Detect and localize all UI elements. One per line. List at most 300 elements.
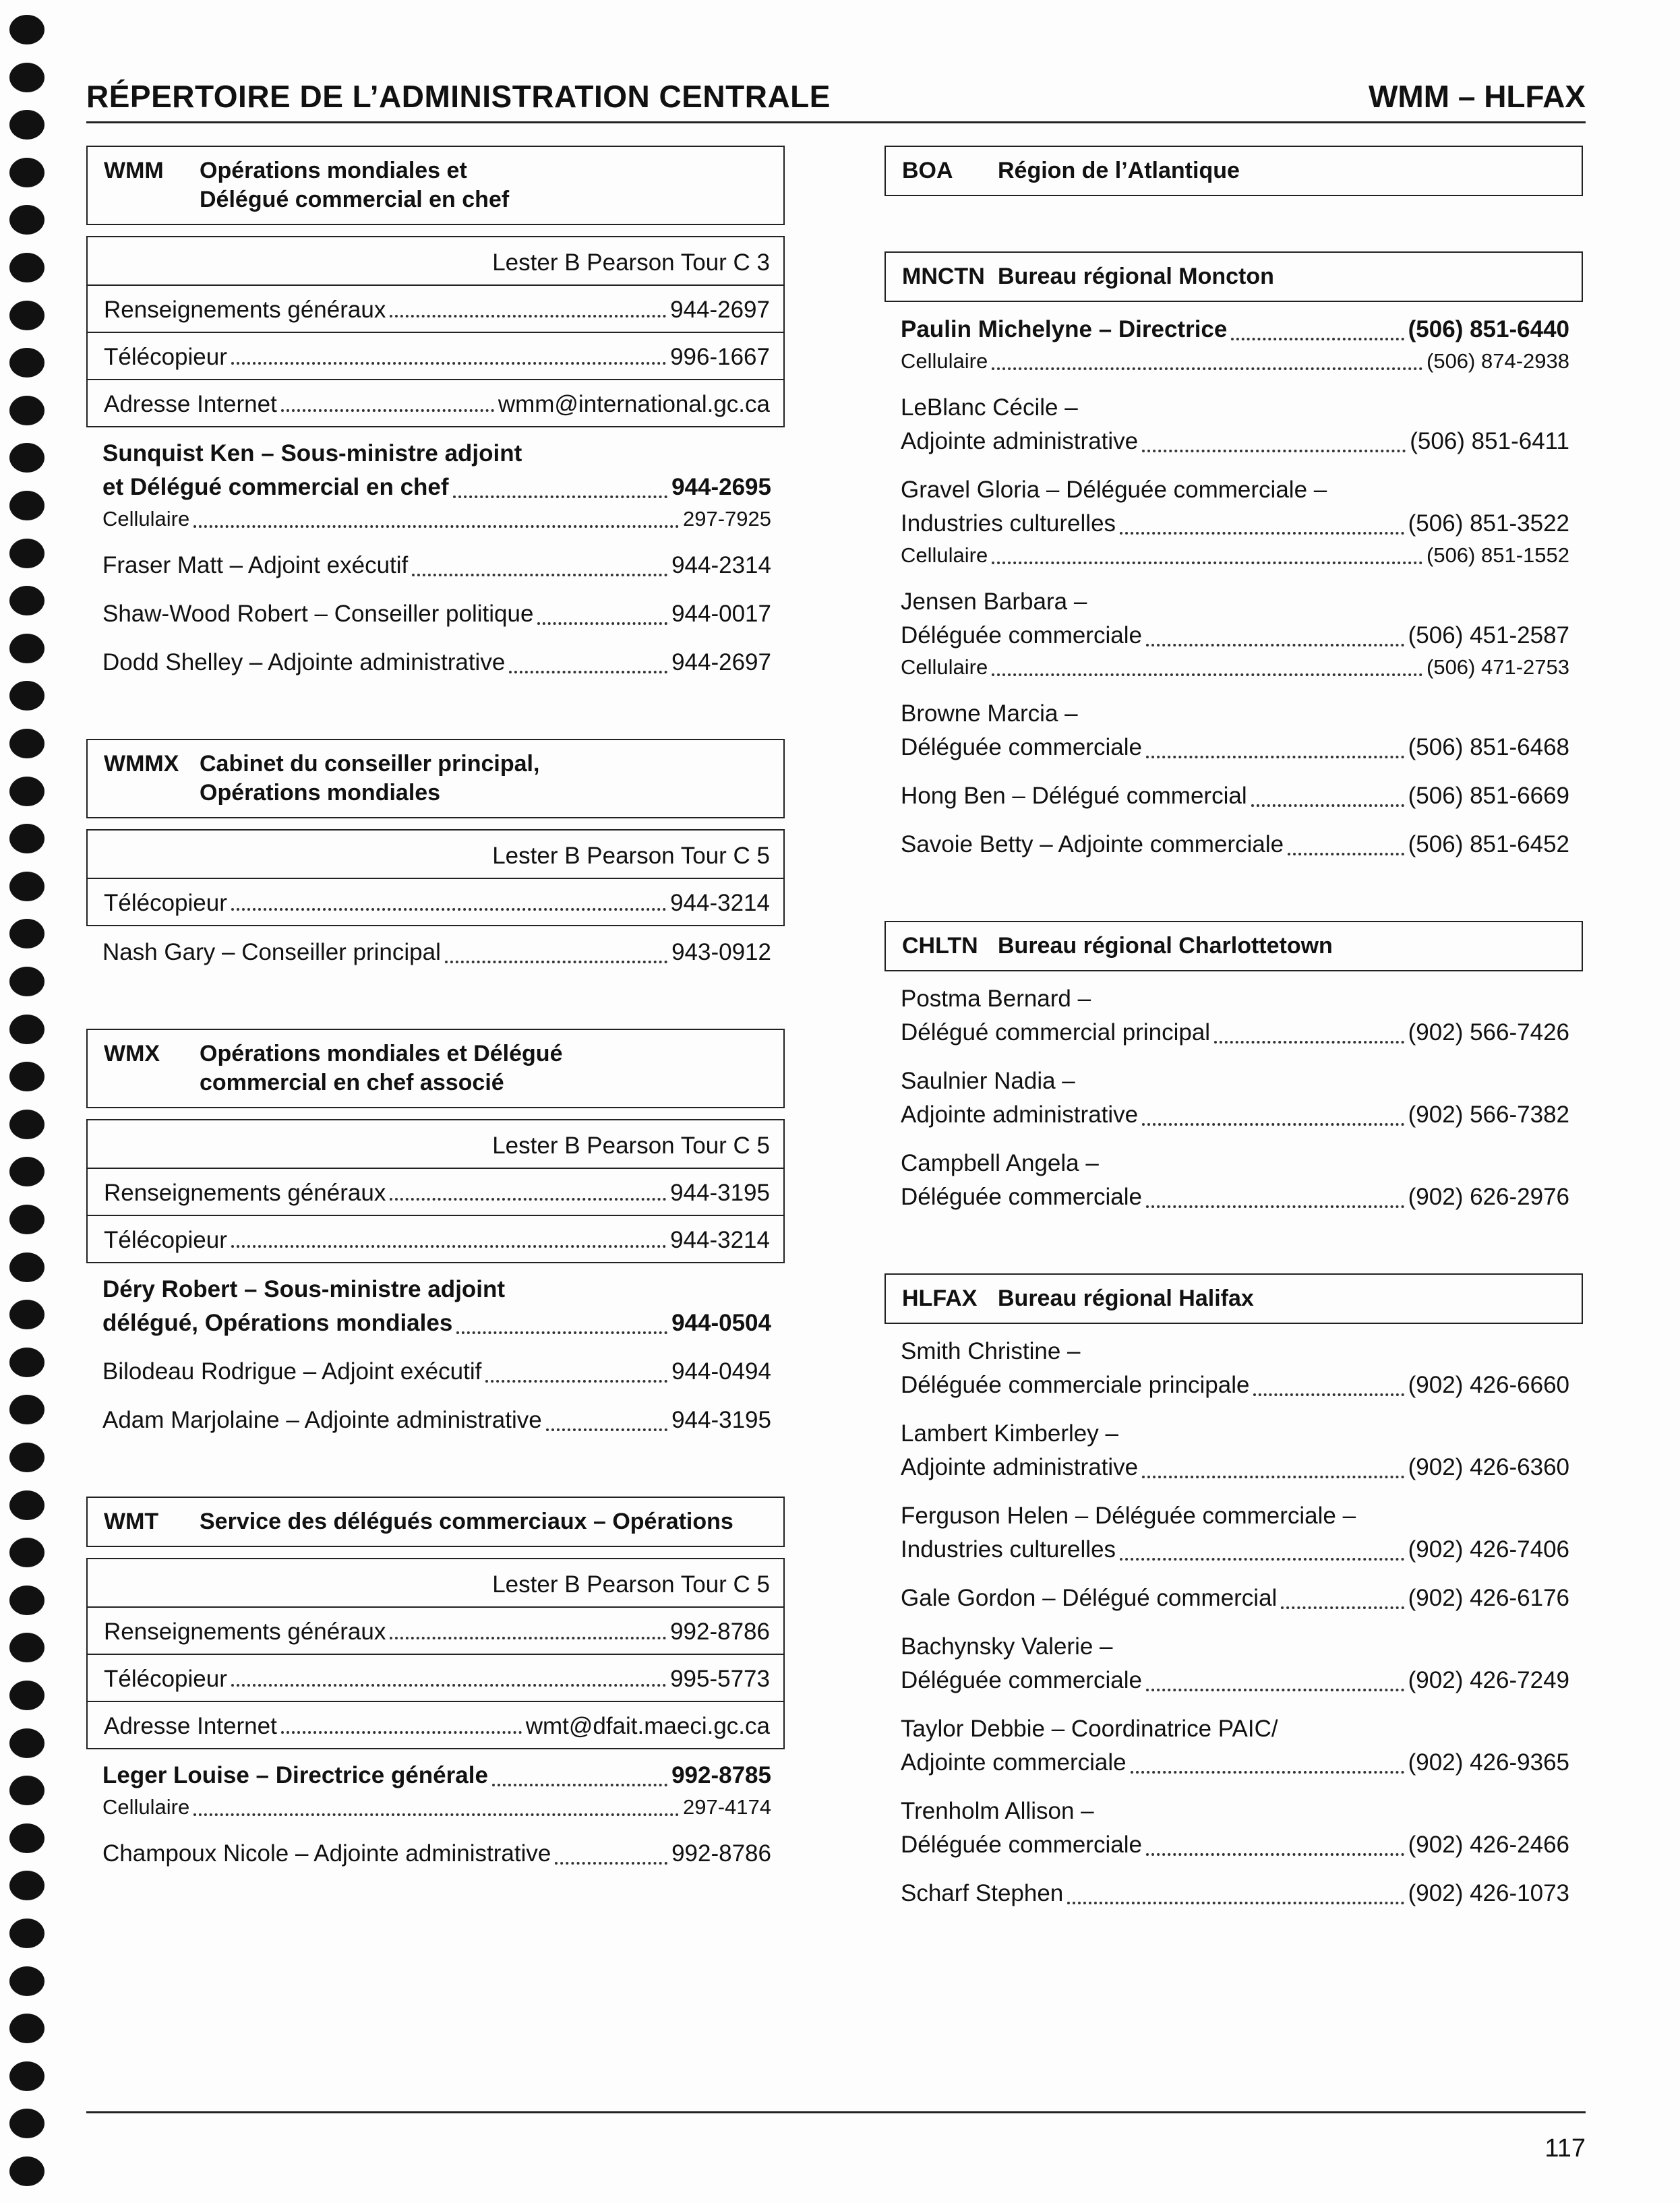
phone-number: 944-2695 [671, 474, 771, 500]
section-spacer [86, 694, 785, 739]
dot-leader [412, 574, 667, 576]
section-name: Bureau régional Halifax [998, 1286, 1254, 1311]
page-header-title: RÉPERTOIRE DE L’ADMINISTRATION CENTRALE [86, 79, 831, 114]
directory-entry [884, 391, 1583, 458]
footer-rule [86, 2111, 1586, 2113]
directory-entry [86, 1273, 785, 1340]
info-label: Télécopieur [104, 890, 227, 916]
phone-number: (902) 626-2976 [1408, 1184, 1569, 1210]
binding-hole [9, 158, 44, 187]
entry-line [901, 541, 1569, 570]
dot-leader [231, 362, 666, 365]
dot-leader [1231, 338, 1404, 340]
person-name-title: et Délégué commercial en chef [102, 474, 449, 500]
phone-number: 944-2697 [671, 649, 771, 675]
binding-hole [9, 2156, 44, 2186]
person-name-title: Sunquist Ken – Sous-ministre adjoint [102, 440, 522, 466]
directory-entry [86, 1837, 785, 1871]
info-row [88, 332, 783, 379]
phone-number: 944-3195 [671, 1407, 771, 1433]
phone-number: 992-8786 [671, 1840, 771, 1867]
binding-hole [9, 1728, 44, 1758]
section-title [884, 921, 1583, 971]
directory-entry [86, 1355, 785, 1389]
person-name-title: Fraser Matt – Adjoint exécutif [102, 552, 409, 578]
info-row [88, 1654, 783, 1701]
binding-hole [9, 681, 44, 711]
phone-number: 992-8785 [671, 1762, 771, 1788]
section-title [86, 1497, 785, 1547]
info-label: Télécopieur [104, 1227, 227, 1253]
person-name-title: Délégué commercial principal [901, 1019, 1211, 1046]
binding-hole [9, 1205, 44, 1234]
binding-hole [9, 777, 44, 806]
binding-hole [9, 967, 44, 996]
office-address: Lester B Pearson Tour C 5 [492, 843, 770, 869]
section-spacer [884, 1925, 1583, 1970]
person-name-title: Paulin Michelyne – Directrice [901, 316, 1228, 342]
person-name-title: Ferguson Helen – Déléguée commerciale – [901, 1503, 1356, 1529]
person-name-title: Lambert Kimberley – [901, 1420, 1118, 1447]
binding-hole [9, 1586, 44, 1615]
section-code: MNCTN [902, 264, 985, 289]
section-name: Opérations mondiales et Délégué commercial en chef associé [200, 1041, 563, 1095]
directory-entry [86, 597, 785, 631]
binding-hole [9, 443, 44, 473]
person-name-title: Gravel Gloria – Déléguée commerciale – [901, 477, 1327, 503]
section-code: WMT [104, 1509, 159, 1534]
section-title [884, 1273, 1583, 1324]
info-value: 944-3214 [670, 890, 770, 916]
dot-leader [1288, 853, 1404, 855]
info-label: Adresse Internet [104, 1713, 277, 1739]
dot-leader [1253, 1393, 1404, 1396]
section-name: Cabinet du conseiller principal, Opérations mondiales [200, 751, 540, 806]
binding-hole [9, 1681, 44, 1710]
info-value: 995-5773 [670, 1666, 770, 1692]
binding-hole [9, 1253, 44, 1282]
dot-leader [1251, 804, 1404, 807]
entry-line [901, 346, 1569, 376]
binding-hole [9, 2109, 44, 2138]
dot-leader [485, 1380, 667, 1383]
directory-entry [884, 1877, 1583, 1910]
person-name-title: Industries culturelles [901, 1536, 1116, 1563]
person-name-title: Adjointe administrative [901, 1102, 1139, 1128]
cellphone-number: 297-4174 [682, 1795, 771, 1819]
dot-leader [1146, 1205, 1404, 1208]
directory-entry [86, 1759, 785, 1822]
section-name: Opérations mondiales et Délégué commercial en chef [200, 158, 510, 212]
entry-line [102, 1404, 771, 1437]
entry-line [102, 504, 771, 534]
section-name: Région de l’Atlantique [998, 158, 1240, 183]
entry-line [102, 646, 771, 680]
phone-number: (902) 566-7426 [1408, 1019, 1569, 1046]
dot-leader [992, 562, 1422, 564]
phone-number: (902) 426-2466 [1408, 1832, 1569, 1858]
dot-leader [1120, 1558, 1404, 1561]
person-name-title: Smith Christine – [901, 1338, 1081, 1364]
dot-leader [281, 1731, 522, 1734]
binding-hole [9, 348, 44, 378]
phone-number: 944-0504 [671, 1310, 771, 1336]
dot-leader [445, 961, 667, 963]
section-name: Bureau régional Moncton [998, 264, 1274, 289]
directory-entry [884, 1335, 1583, 1402]
phone-number: (506) 851-6468 [1408, 734, 1569, 760]
dot-leader [509, 671, 667, 673]
directory-entry [884, 1794, 1583, 1862]
section-spacer [884, 876, 1583, 921]
phone-number: (902) 426-7406 [1408, 1536, 1569, 1563]
person-name-title: Adjointe administrative [901, 1454, 1139, 1480]
section-spacer [884, 1229, 1583, 1273]
dot-leader [1146, 1853, 1404, 1856]
person-name-title: délégué, Opérations mondiales [102, 1310, 453, 1336]
dot-leader [1146, 1689, 1404, 1691]
directory-entry [884, 779, 1583, 813]
person-name-title: Postma Bernard – [901, 986, 1091, 1012]
binding-hole [9, 491, 44, 520]
phone-number: (506) 851-6440 [1408, 316, 1569, 342]
office-address: Lester B Pearson Tour C 5 [492, 1133, 770, 1159]
person-name-title: Hong Ben – Délégué commercial [901, 783, 1247, 809]
binding-hole [9, 1395, 44, 1424]
directory-entry [86, 437, 785, 534]
dot-leader [390, 315, 666, 318]
entry-line [901, 1877, 1569, 1910]
section-title [86, 739, 785, 818]
info-label: Renseignements généraux [104, 297, 386, 323]
binding-hole [9, 824, 44, 853]
person-name-title: Campbell Angela – [901, 1150, 1099, 1176]
entry-line [901, 779, 1569, 813]
entry-line [102, 1759, 771, 1792]
person-name-title: Nash Gary – Conseiller principal [102, 939, 441, 965]
person-name-title: Déléguée commerciale [901, 734, 1142, 760]
person-name-title: Savoie Betty – Adjointe commerciale [901, 831, 1284, 857]
dot-leader [1281, 1606, 1404, 1609]
phone-number: (902) 426-6360 [1408, 1454, 1569, 1480]
cellphone-label: Cellulaire [901, 349, 988, 373]
person-name-title: Industries culturelles [901, 510, 1116, 537]
section-code: BOA [902, 158, 953, 183]
dot-leader [546, 1428, 667, 1431]
dot-leader [1067, 1902, 1404, 1904]
cellphone-number: (506) 851-1552 [1427, 543, 1569, 567]
directory-entry [86, 549, 785, 582]
person-name-title: Gale Gordon – Délégué commercial [901, 1585, 1278, 1611]
binding-holes [9, 0, 53, 2203]
info-value: wmt@dfait.maeci.gc.ca [525, 1713, 770, 1739]
section-code: HLFAX [902, 1286, 978, 1311]
binding-hole [9, 872, 44, 901]
directory-entry [884, 1499, 1583, 1567]
cellphone-label: Cellulaire [901, 655, 988, 679]
person-name-title: Dodd Shelley – Adjointe administrative [102, 649, 506, 675]
dot-leader [537, 622, 667, 625]
section-spacer [86, 1885, 785, 1930]
person-name-title: Bachynsky Valerie – [901, 1633, 1113, 1660]
info-value: 996-1667 [670, 344, 770, 370]
section-code: WMMX [104, 751, 179, 777]
address-row [88, 831, 783, 878]
header-rule [86, 121, 1586, 123]
cellphone-label: Cellulaire [901, 543, 988, 567]
entry-line [901, 828, 1569, 862]
binding-hole [9, 301, 44, 330]
info-label: Renseignements généraux [104, 1619, 386, 1645]
binding-hole [9, 1062, 44, 1091]
cellphone-label: Cellulaire [102, 507, 190, 531]
person-name-title: Scharf Stephen [901, 1880, 1064, 1906]
entry-line [901, 1581, 1569, 1615]
phone-number: (902) 426-9365 [1408, 1749, 1569, 1776]
entry-line [102, 1837, 771, 1871]
address-row [88, 1559, 783, 1606]
directory-entry [884, 982, 1583, 1050]
phone-number: (902) 426-7249 [1408, 1667, 1569, 1693]
entry-line [901, 1016, 1569, 1050]
dot-leader [992, 673, 1422, 676]
section-title [86, 1029, 785, 1108]
page-header-code-range: WMM – HLFAX [1369, 79, 1586, 114]
section-code: WMX [104, 1041, 160, 1066]
binding-hole [9, 205, 44, 235]
contact-info-box [86, 236, 785, 427]
info-row [88, 379, 783, 426]
binding-hole [9, 1110, 44, 1139]
dot-leader [1214, 1041, 1404, 1044]
directory-entry [884, 1064, 1583, 1132]
directory-entry [884, 313, 1583, 376]
entry-line [102, 1792, 771, 1822]
directory-entry [86, 646, 785, 680]
info-label: Adresse Internet [104, 391, 277, 417]
entry-line [102, 471, 771, 504]
directory-entry [86, 936, 785, 969]
cellphone-number: 297-7925 [682, 507, 771, 531]
binding-hole [9, 634, 44, 663]
dot-leader [1142, 450, 1406, 452]
person-name-title: Champoux Nicole – Adjointe administrative [102, 1840, 551, 1867]
entry-line [102, 936, 771, 969]
directory-entry [884, 1147, 1583, 1214]
entry-line [901, 1451, 1569, 1484]
info-row [88, 1606, 783, 1654]
binding-hole [9, 1443, 44, 1472]
person-name-title: Déléguée commerciale [901, 622, 1142, 648]
person-name-title: Déléguée commerciale [901, 1184, 1142, 1210]
binding-hole [9, 919, 44, 948]
entry-line [901, 425, 1569, 458]
phone-number: (902) 426-1073 [1408, 1880, 1569, 1906]
contact-info-box [86, 1119, 785, 1263]
dot-leader [1120, 532, 1404, 535]
dot-leader [453, 495, 668, 498]
binding-hole [9, 396, 44, 425]
directory-entry [884, 473, 1583, 570]
person-name-title: Trenholm Allison – [901, 1798, 1094, 1824]
cellphone-number: (506) 874-2938 [1427, 349, 1569, 373]
binding-hole [9, 539, 44, 568]
dot-leader [1131, 1771, 1404, 1774]
binding-hole [9, 1776, 44, 1805]
person-name-title: Saulnier Nadia – [901, 1068, 1075, 1094]
dot-leader [231, 1684, 666, 1687]
cellphone-number: (506) 471-2753 [1427, 655, 1569, 679]
info-row [88, 1215, 783, 1262]
person-name-title: Adjointe commerciale [901, 1749, 1127, 1776]
section-title [86, 146, 785, 225]
entry-line [901, 1180, 1569, 1214]
binding-hole [9, 1490, 44, 1520]
binding-hole [9, 1871, 44, 1900]
binding-hole [9, 1157, 44, 1186]
phone-number: (902) 426-6176 [1408, 1585, 1569, 1611]
left-column [86, 146, 785, 1930]
section-spacer [86, 1452, 785, 1497]
info-row [88, 878, 783, 925]
phone-number: (902) 566-7382 [1408, 1102, 1569, 1128]
entry-line [102, 597, 771, 631]
phone-number: 944-2314 [671, 552, 771, 578]
entry-line [901, 1746, 1569, 1780]
binding-hole [9, 1300, 44, 1329]
dot-leader [1146, 756, 1404, 758]
directory-entry [86, 1404, 785, 1437]
binding-hole [9, 586, 44, 615]
directory-entry [884, 1630, 1583, 1697]
entry-line [102, 1355, 771, 1389]
directory-entry [884, 1712, 1583, 1780]
entry-line [901, 731, 1569, 764]
info-label: Renseignements généraux [104, 1180, 386, 1206]
phone-number: (506) 851-3522 [1408, 510, 1569, 537]
info-row [88, 1168, 783, 1215]
person-name-title: Shaw-Wood Robert – Conseiller politique [102, 601, 534, 627]
contact-info-box [86, 1558, 785, 1749]
binding-hole [9, 729, 44, 758]
section-name: Service des délégués commerciaux – Opérations [200, 1509, 733, 1534]
phone-number: (902) 426-6660 [1408, 1372, 1569, 1398]
page-number: 117 [1544, 2134, 1586, 2163]
cellphone-label: Cellulaire [102, 1795, 190, 1819]
directory-entry [884, 828, 1583, 862]
binding-hole [9, 1966, 44, 1996]
info-value: 992-8786 [670, 1619, 770, 1645]
directory-entry [884, 585, 1583, 682]
info-row [88, 284, 783, 332]
binding-hole [9, 1633, 44, 1662]
info-value: 944-3214 [670, 1227, 770, 1253]
person-name-title: Bilodeau Rodrigue – Adjoint exécutif [102, 1358, 482, 1385]
dot-leader [390, 1198, 666, 1201]
entry-line [901, 1533, 1569, 1567]
dot-leader [492, 1784, 667, 1786]
person-name-title: Adjointe administrative [901, 428, 1139, 454]
dot-leader [1142, 1123, 1404, 1126]
binding-hole [9, 1823, 44, 1853]
entry-line [901, 1368, 1569, 1402]
binding-hole [9, 1015, 44, 1044]
address-row [88, 237, 783, 284]
person-name-title: Jensen Barbara – [901, 589, 1087, 615]
entry-line [901, 619, 1569, 653]
phone-number: (506) 851-6452 [1408, 831, 1569, 857]
info-label: Télécopieur [104, 1666, 227, 1692]
person-name-title: Browne Marcia – [901, 700, 1078, 727]
info-value: 944-3195 [670, 1180, 770, 1206]
entry-line [901, 507, 1569, 541]
phone-number: 944-0017 [671, 601, 771, 627]
dot-leader [992, 367, 1422, 370]
section-code: WMM [104, 158, 164, 183]
entry-line [901, 1098, 1569, 1132]
person-name-title: Déléguée commerciale [901, 1667, 1142, 1693]
dot-leader [231, 1245, 666, 1248]
phone-number: 943-0912 [671, 939, 771, 965]
dot-leader [193, 1813, 679, 1816]
dot-leader [231, 908, 666, 911]
section-title [884, 146, 1583, 196]
section-name: Bureau régional Charlottetown [998, 933, 1333, 959]
dot-leader [1142, 1476, 1404, 1478]
binding-hole [9, 15, 44, 44]
section-title [884, 251, 1583, 302]
person-name-title: Déry Robert – Sous-ministre adjoint [102, 1276, 506, 1302]
phone-number: (506) 451-2587 [1408, 622, 1569, 648]
entry-line [102, 549, 771, 582]
person-name-title: Déléguée commerciale principale [901, 1372, 1250, 1398]
info-row [88, 1701, 783, 1748]
person-name-title: LeBlanc Cécile – [901, 394, 1078, 421]
entry-line [102, 1306, 771, 1340]
contact-info-box [86, 829, 785, 926]
dot-leader [1146, 644, 1404, 646]
dot-leader [390, 1637, 666, 1639]
person-name-title: Leger Louise – Directrice générale [102, 1762, 488, 1788]
info-value: 944-2697 [670, 297, 770, 323]
binding-hole [9, 253, 44, 282]
phone-number: (506) 851-6669 [1408, 783, 1569, 809]
office-address: Lester B Pearson Tour C 3 [492, 249, 770, 276]
phone-number: (506) 851-6411 [1410, 428, 1569, 454]
binding-hole [9, 2014, 44, 2043]
binding-hole [9, 63, 44, 92]
directory-entry [884, 1417, 1583, 1484]
dot-leader [555, 1862, 667, 1865]
person-name-title: Taylor Debbie – Coordinatrice PAIC/ [901, 1716, 1278, 1742]
binding-hole [9, 110, 44, 140]
phone-number: 944-0494 [671, 1358, 771, 1385]
entry-line [901, 313, 1569, 346]
binding-hole [9, 2061, 44, 2091]
dot-leader [281, 409, 494, 412]
binding-hole [9, 1538, 44, 1567]
entry-line [901, 1664, 1569, 1697]
dot-leader [193, 525, 679, 528]
section-code: CHLTN [902, 933, 978, 959]
dot-leader [456, 1331, 667, 1334]
directory-entry [884, 697, 1583, 764]
entry-line [901, 1828, 1569, 1862]
info-value: wmm@international.gc.ca [498, 391, 770, 417]
directory-entry [884, 1581, 1583, 1615]
entry-line [901, 653, 1569, 682]
binding-hole [9, 1919, 44, 1948]
